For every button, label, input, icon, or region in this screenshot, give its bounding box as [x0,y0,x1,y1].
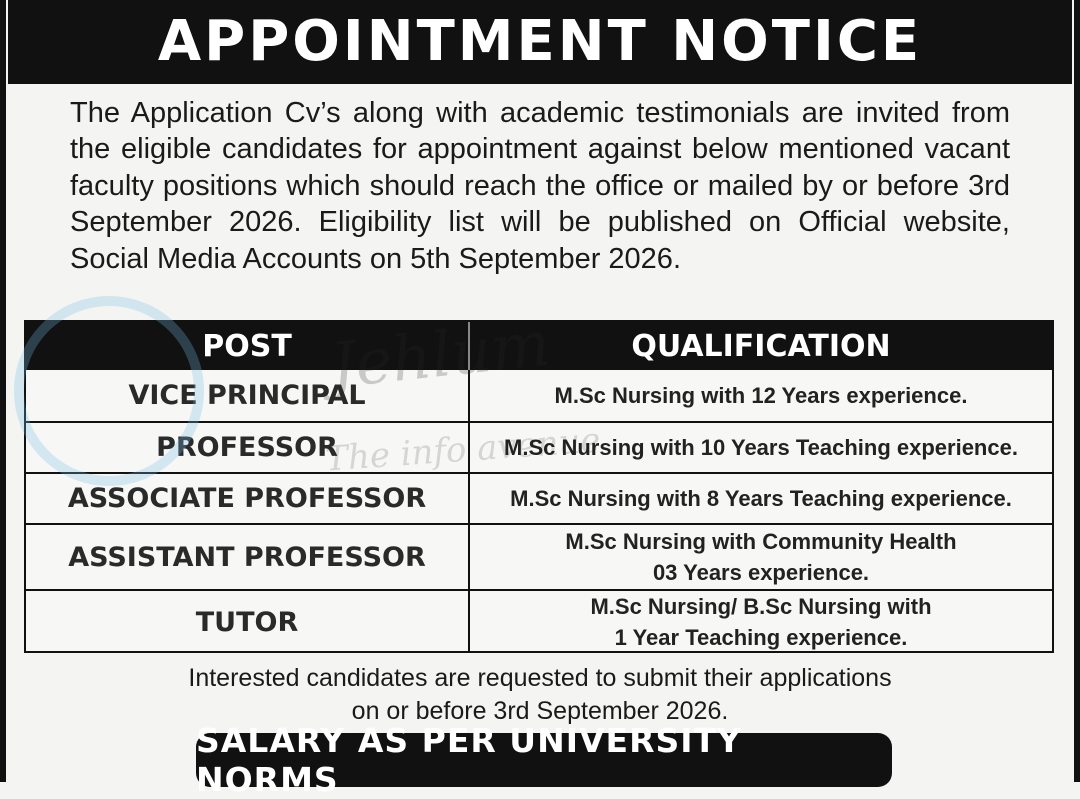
qualification-cell: M.Sc Nursing with 8 Years Teaching experience. [510,486,1012,511]
qualification-cell [470,591,1052,653]
table-row [26,589,1052,653]
qualification-line: M.Sc Nursing/ B.Sc Nursing with [590,594,932,619]
post-cell: ASSISTANT PROFESSOR [68,541,426,573]
salary-banner [196,721,892,799]
closing-line: Interested candidates are requested to submit their applications [188,664,892,692]
header-qualification: QUALIFICATION [631,328,891,364]
title-banner [8,0,1072,84]
closing-line: on or before 3rd September 2026. [351,697,729,725]
table-row [26,421,1052,472]
positions-table [24,320,1054,653]
notice-title: APPOINTMENT NOTICE [157,9,923,74]
table-row [26,472,1052,523]
qualification-line: 1 Year Teaching experience. [614,625,908,650]
salary-text: SALARY AS PER UNIVERSITY NORMS [196,721,742,799]
qualification-line: 03 Years experience. [652,560,870,585]
qualification-cell: M.Sc Nursing with 12 Years experience. [554,383,968,408]
post-cell: TUTOR [195,606,299,638]
page-edge-right [1074,0,1080,782]
page-edge-left [0,0,6,782]
header-post: POST [202,328,292,364]
qualification-cell: M.Sc Nursing with 10 Years Teaching experience. [504,435,1018,460]
post-cell: PROFESSOR [156,432,338,463]
watermark-text: Jehlum [326,306,554,403]
table-header [26,322,1052,370]
intro-paragraph: The Application Cv’s along with academic testimonials are invited from the eligible candidates for appointment against below mentioned vacant faculty positions which should reach the office or mailed by or before 3rd September 2026. Eligibility list will be published on Official website, Social Media Accounts on 5th September 2026. [70,97,1010,275]
qualification-cell [470,525,1052,589]
closing-text [120,662,960,728]
post-cell: VICE PRINCIPAL [128,380,366,411]
table-row [26,523,1052,589]
qualification-line: M.Sc Nursing with Community Health [565,529,957,554]
post-cell: ASSOCIATE PROFESSOR [67,483,427,514]
table-row [26,370,1052,421]
